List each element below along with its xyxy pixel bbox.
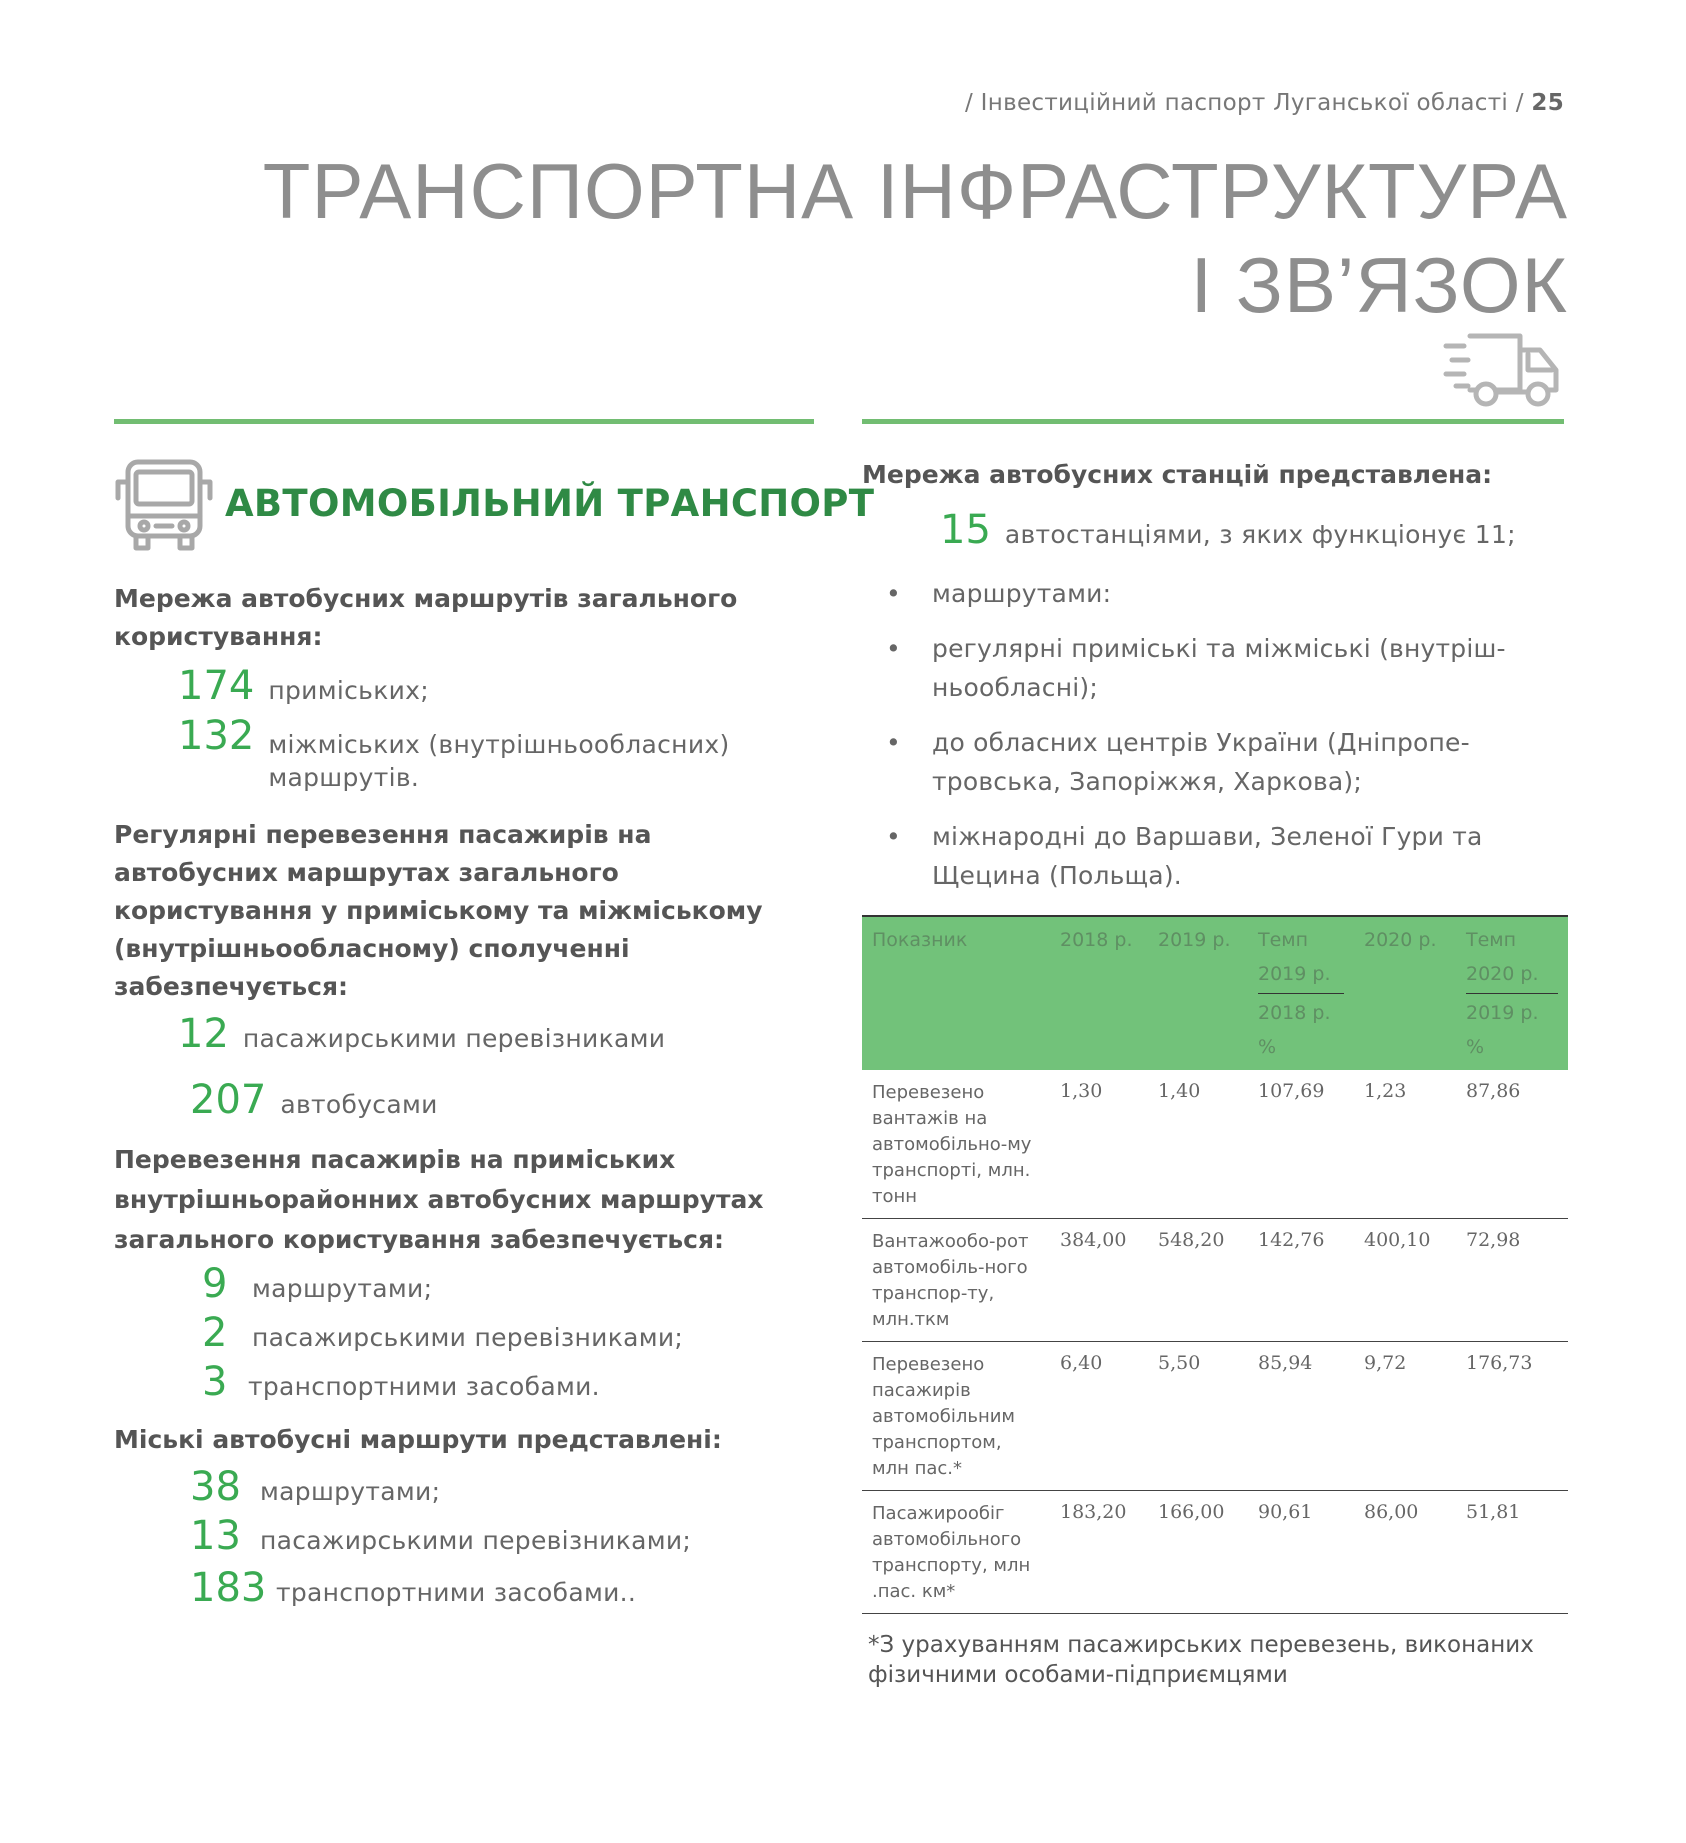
cell-2019: 166,00 — [1158, 1501, 1225, 1523]
cell-rate-2020: 51,81 — [1466, 1501, 1521, 1523]
page-title-line2: І ЗВ’ЯЗОК — [1190, 241, 1568, 329]
stat-number: 38 — [190, 1464, 241, 1510]
cell-rate-2020: 87,86 — [1466, 1080, 1521, 1102]
table-footnote: *З урахуванням пасажирських перевезень, виконаних фізичними особами-підприємцями — [868, 1632, 1534, 1688]
stat-number: 3 — [202, 1359, 228, 1405]
table-header-row — [862, 916, 1568, 1070]
paragraph-intra-district: Перевезення пасажирів на приміських внутрішньорайонних автобусних маршрутах загального користування забезпечується: — [114, 1145, 764, 1254]
list-item-text: регулярні приміські та міжміські (внутріш-ньообласні); — [932, 634, 1506, 702]
stat-carriers — [178, 1011, 814, 1080]
section-title: АВТОМОБІЛЬНИЙ ТРАНСПОРТ — [225, 482, 875, 525]
rate-2020-bottom: 2019 р. % — [1466, 993, 1558, 1064]
header-rate-2020 — [1456, 916, 1568, 1070]
page-title-line1: ТРАНСПОРТНА ІНФРАСТРУКТУРА — [262, 147, 1568, 235]
table-row — [862, 1342, 1568, 1491]
stat-text: автостанціями, з яких функціонує 11; — [1004, 520, 1516, 549]
stat-suburban — [178, 663, 814, 714]
stat-number: 174 — [178, 663, 255, 709]
cell-rate-2019: 90,61 — [1258, 1501, 1313, 1523]
stat-vehicles-district — [202, 1359, 814, 1411]
header-2019: 2019 р. — [1148, 916, 1248, 1070]
stat-number: 132 — [178, 713, 255, 759]
stat-text: пасажирськими перевізниками — [242, 1024, 666, 1053]
list-item — [886, 723, 1568, 801]
stat-stations — [940, 507, 1568, 570]
stat-number: 207 — [190, 1077, 267, 1123]
cell-indicator: Перевезено пасажирів автомобільним транспортом, млн пас.* — [872, 1354, 1015, 1479]
stat-buses — [190, 1077, 814, 1134]
transport-table-wrap — [862, 915, 1568, 1614]
bullet-icon: • — [886, 579, 901, 608]
stat-number: 12 — [178, 1011, 229, 1057]
table-row — [862, 1491, 1568, 1614]
table-row — [862, 1219, 1568, 1342]
stat-text: пасажирськими перевізниками; — [260, 1526, 692, 1555]
stat-text: транспортними засобами.. — [276, 1578, 637, 1607]
routes-bullet-list — [886, 574, 1568, 895]
running-header — [965, 90, 1564, 116]
stat-number: 9 — [202, 1261, 228, 1307]
list-item-text: маршрутами: — [932, 579, 1112, 608]
stat-text: маршрутами; — [260, 1477, 441, 1506]
stat-text: транспортними засобами. — [248, 1372, 600, 1401]
stat-routes — [202, 1261, 814, 1313]
stat-number: 15 — [940, 507, 991, 553]
cell-indicator: Перевезено вантажів на автомобільно-му транспорті, млн. тонн — [872, 1082, 1032, 1207]
page-number: 25 — [1531, 90, 1564, 116]
stat-city-routes — [190, 1464, 814, 1516]
table-row — [862, 1070, 1568, 1219]
paragraph-bus-network: Мережа автобусних маршрутів загального користування: — [114, 584, 738, 651]
cell-2020: 1,23 — [1364, 1080, 1407, 1102]
header-text: / Інвестиційний паспорт Луганської області / — [965, 90, 1524, 116]
cell-rate-2019: 107,69 — [1258, 1080, 1325, 1102]
stat-text: міжміських (внутрішньообласних) маршрутів. — [268, 730, 730, 792]
cell-2019: 5,50 — [1158, 1352, 1201, 1374]
stat-number: 13 — [190, 1513, 241, 1559]
paragraph-city-routes: Міські автобусні маршрути представлені: — [114, 1425, 722, 1454]
cell-2020: 9,72 — [1364, 1352, 1407, 1374]
list-item-text: до обласних центрів України (Дніпропе-тровська, Запоріжжя, Харкова); — [932, 728, 1470, 796]
cell-2019: 1,40 — [1158, 1080, 1201, 1102]
header-2020: 2020 р. — [1354, 916, 1456, 1070]
cell-2018: 6,40 — [1060, 1352, 1103, 1374]
bus-icon — [114, 458, 214, 554]
rate-2019-top: Темп 2019 р. — [1258, 929, 1331, 985]
stat-city-carriers — [190, 1513, 814, 1568]
stat-carriers-district — [202, 1310, 814, 1362]
stat-text: приміських; — [268, 676, 429, 705]
header-indicator: Показник — [862, 916, 1050, 1070]
cell-2020: 86,00 — [1364, 1501, 1419, 1523]
stat-text: маршрутами; — [252, 1274, 433, 1303]
header-rate-2019 — [1248, 916, 1354, 1070]
rate-2020-top: Темп 2020 р. — [1466, 929, 1539, 985]
stat-number: 183 — [190, 1565, 267, 1611]
cell-2020: 400,10 — [1364, 1229, 1431, 1251]
cell-rate-2020: 72,98 — [1466, 1229, 1521, 1251]
cell-2019: 548,20 — [1158, 1229, 1225, 1251]
list-item — [886, 629, 1568, 707]
cell-rate-2019: 85,94 — [1258, 1352, 1313, 1374]
header-2018: 2018 р. — [1050, 916, 1148, 1070]
cell-2018: 183,20 — [1060, 1501, 1127, 1523]
stations-heading: Мережа автобусних станцій представлена: — [862, 460, 1493, 489]
stat-text: автобусами — [280, 1090, 438, 1119]
right-column — [862, 456, 1568, 895]
cell-2018: 1,30 — [1060, 1080, 1103, 1102]
truck-icon — [1442, 330, 1562, 412]
bullet-icon: • — [886, 728, 901, 757]
cell-indicator: Вантажообо-рот автомобіль-ного транспор-ту, млн.ткм — [872, 1231, 1029, 1330]
cell-rate-2020: 176,73 — [1466, 1352, 1533, 1374]
cell-indicator: Пасажирообіг автомобільного транспорту, млн .пас. км* — [872, 1503, 1031, 1602]
stat-intercity — [178, 714, 814, 794]
rate-2019-bottom: 2018 р. % — [1258, 993, 1344, 1064]
cell-2018: 384,00 — [1060, 1229, 1127, 1251]
stat-city-vehicles — [190, 1565, 814, 1620]
list-item — [886, 574, 1568, 613]
transport-table — [862, 915, 1568, 1614]
list-item — [886, 817, 1568, 895]
paragraph-regular-transport: Регулярні перевезення пасажирів на автобусних маршрутах загального користування у приміському та міжміському (внутрішньообласному) сполученні забезпечується: — [114, 820, 763, 1001]
bullet-icon: • — [886, 822, 901, 851]
cell-rate-2019: 142,76 — [1258, 1229, 1325, 1251]
stat-text: пасажирськими перевізниками; — [252, 1323, 684, 1352]
left-column — [114, 580, 814, 1620]
left-divider — [114, 419, 814, 424]
bullet-icon: • — [886, 634, 901, 663]
list-item-text: міжнародні до Варшави, Зеленої Гури та Щецина (Польща). — [932, 822, 1483, 890]
stat-number: 2 — [202, 1310, 228, 1356]
right-divider — [862, 419, 1564, 424]
